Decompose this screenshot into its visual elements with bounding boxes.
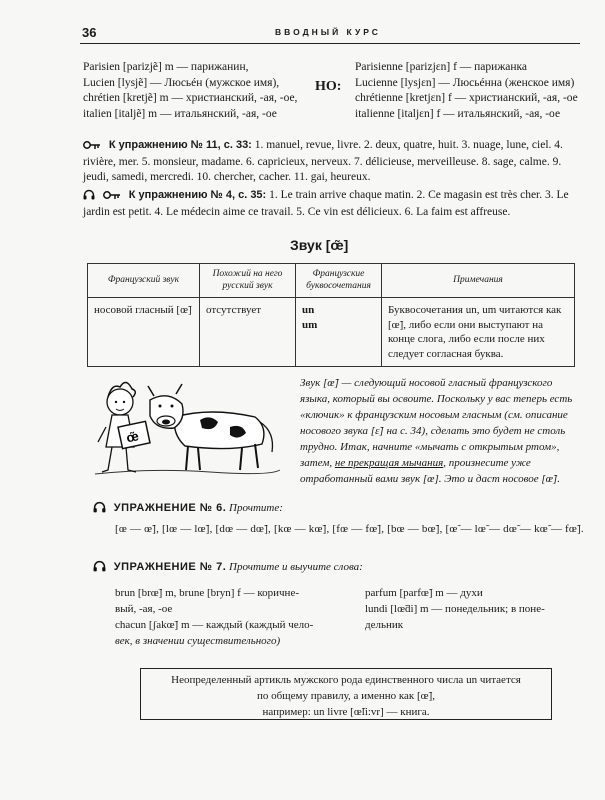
answer-key-4 [83, 188, 578, 220]
vocab-right-0: parfum [parfœ̃] m — духи [365, 587, 483, 599]
table-row [88, 298, 575, 367]
rule-note-line-3: например: un livre [œ̃li:vr] — книга. [262, 705, 430, 718]
pair-right-1: Lucienne [lysjɛn] — Люсьéнна (женское имя) [355, 76, 575, 89]
table-header-row [88, 264, 575, 298]
letters-un: un [302, 304, 315, 316]
pair-right-3: italienne [italjɛn] f — итальянский, -ая, -ое [355, 107, 561, 120]
exercise-6-instruction: Прочтите: [229, 502, 283, 514]
answer-key-4-label: К упражнению № 4, с. 35: [128, 189, 267, 201]
exercise-7-label: УПРАЖНЕНИЕ № 7. [113, 561, 227, 573]
page-number: 36 [82, 25, 97, 40]
exercise-7-heading [93, 560, 363, 577]
key-icon [103, 190, 121, 205]
pair-left-1: Lucien [lysjẽ] — Люсьéн (мужское имя), [83, 76, 280, 89]
header-russian-sound: Похожий на него русский звук [200, 264, 296, 298]
cow-paragraph-part2: , произнесите уже отработанный вами звук [œ]. Это и даст носовое [œ̃]. [300, 456, 560, 485]
headphones-icon [83, 189, 95, 205]
rule-note-line-1: Неопределенный артикль мужского рода единственного числа un читается [171, 674, 521, 686]
contrast-label: НО: [315, 79, 342, 94]
exercise-7-left-words [115, 586, 345, 650]
rule-note-line-2: по общему правилу, а именно как [œ̃], [256, 689, 436, 702]
pair-left-2: chrétien [kretjẽ] m — христианский, -ая, -ое, [83, 92, 298, 104]
pair-right-2: chrétienne [kretjɛn] f — христианский, -ая, -ое [355, 92, 578, 104]
headphones-icon [93, 560, 106, 577]
headphones-icon [93, 501, 106, 518]
page-header [80, 22, 580, 44]
answer-key-11-text: 1. manuel, revue, livre. 2. deux, quatre, huit. 3. nuage, lune, ciel. 4. rivière, mer. 5. monsieur, madame. 6. capricieux, nerveux. 7. délicieuse, merveilleuse. 8. sage, calme. 9. jeudi, samedi, mercredi. 10. chercher, cacher. 11. gai, heureux. [83, 139, 563, 184]
cell-note: Буквосочетания un, um читаются как [œ̃], либо если они выступают на конце слога, либо если после них следует согласная буква. [382, 298, 575, 367]
cow-card-label: œ̃ [124, 428, 141, 446]
vocab-right-2: дельник [365, 618, 404, 631]
pair-right-0: Parisienne [parizjɛn] f — парижанка [355, 61, 528, 73]
masculine-column [83, 60, 303, 122]
header-letter-combos: Французские буквосочетания [296, 264, 382, 298]
vocabulary-pairs [83, 60, 578, 128]
vocab-right-1: lundi [lœ̃di] m — понедельник; в поне- [365, 602, 545, 615]
key-icon [83, 140, 101, 155]
cell-sound: носовой гласный [œ̃] [88, 298, 200, 367]
letters-um: um [302, 318, 318, 331]
exercise-6-heading [93, 501, 283, 518]
exercise-7-instruction: Прочтите и выучите слова: [229, 561, 363, 573]
exercise-6-line: [œ — œ̃], [lœ — lœ̃], [dœ — dœ̃], [kœ — kœ̃], [fœ — fœ̃], [bœ — bœ̃], [œ̃ — lœ̃ — dœ̃ — kœ̃ — fœ̃]. [115, 523, 584, 535]
sound-table [87, 263, 575, 367]
vocab-left-3: век, в значении существительного) [115, 634, 281, 647]
feminine-column [355, 60, 578, 122]
vocab-left-1: вый, -ая, -ое [115, 602, 173, 615]
header-notes: Примечания [382, 264, 575, 298]
rule-note-box [140, 668, 552, 720]
pair-left-3: italien [italjẽ] m — итальянский, -ая, -ое [83, 107, 277, 120]
vocab-left-2: chacun [ʃakœ̃] m — каждый (каждый чело- [115, 618, 314, 631]
cow-paragraph-part1: Звук [œ̃] — следующий носовой гласный французского языка, который вы освоите. Поскольку у вас теперь есть «ключик» к французским носовым гласным (см. описание носового звука [ɛ̃] на с. 34), сделать это будет не столь трудно. Итак, начните «мычать с открытым ртом», затем, [300, 377, 573, 469]
header-french-sound: Французский звук [88, 264, 200, 298]
answer-key-11-label: К упражнению № 11, с. 33: [108, 139, 252, 151]
vocab-left-0: brun [brœ̃] m, brune [bryn] f — коричне- [115, 587, 299, 599]
exercise-7-right-words [365, 586, 580, 634]
cow-paragraph [300, 376, 585, 488]
pair-left-0: Parisien [parizjẽ] m — парижанин, [83, 61, 249, 73]
cow-illustration [90, 372, 285, 482]
cow-paragraph-underlined: не прекращая мычания [334, 456, 444, 469]
cell-russian: отсутствует [200, 298, 296, 367]
sound-section-title: Звук [œ̃] [290, 237, 349, 253]
answer-key-11 [83, 138, 578, 186]
answer-key-4-text: 1. Le train arrive chaque matin. 2. Ce magasin est très cher. 3. Le jardin est petit. 4. Le médecin aime ce travail. 5. Ce vin est délicieux. 6. La faim est affreuse. [83, 189, 569, 219]
running-title: ВВОДНЫЙ КУРС [275, 27, 381, 37]
cell-letters [296, 298, 382, 367]
exercise-6-label: УПРАЖНЕНИЕ № 6. [113, 502, 227, 514]
